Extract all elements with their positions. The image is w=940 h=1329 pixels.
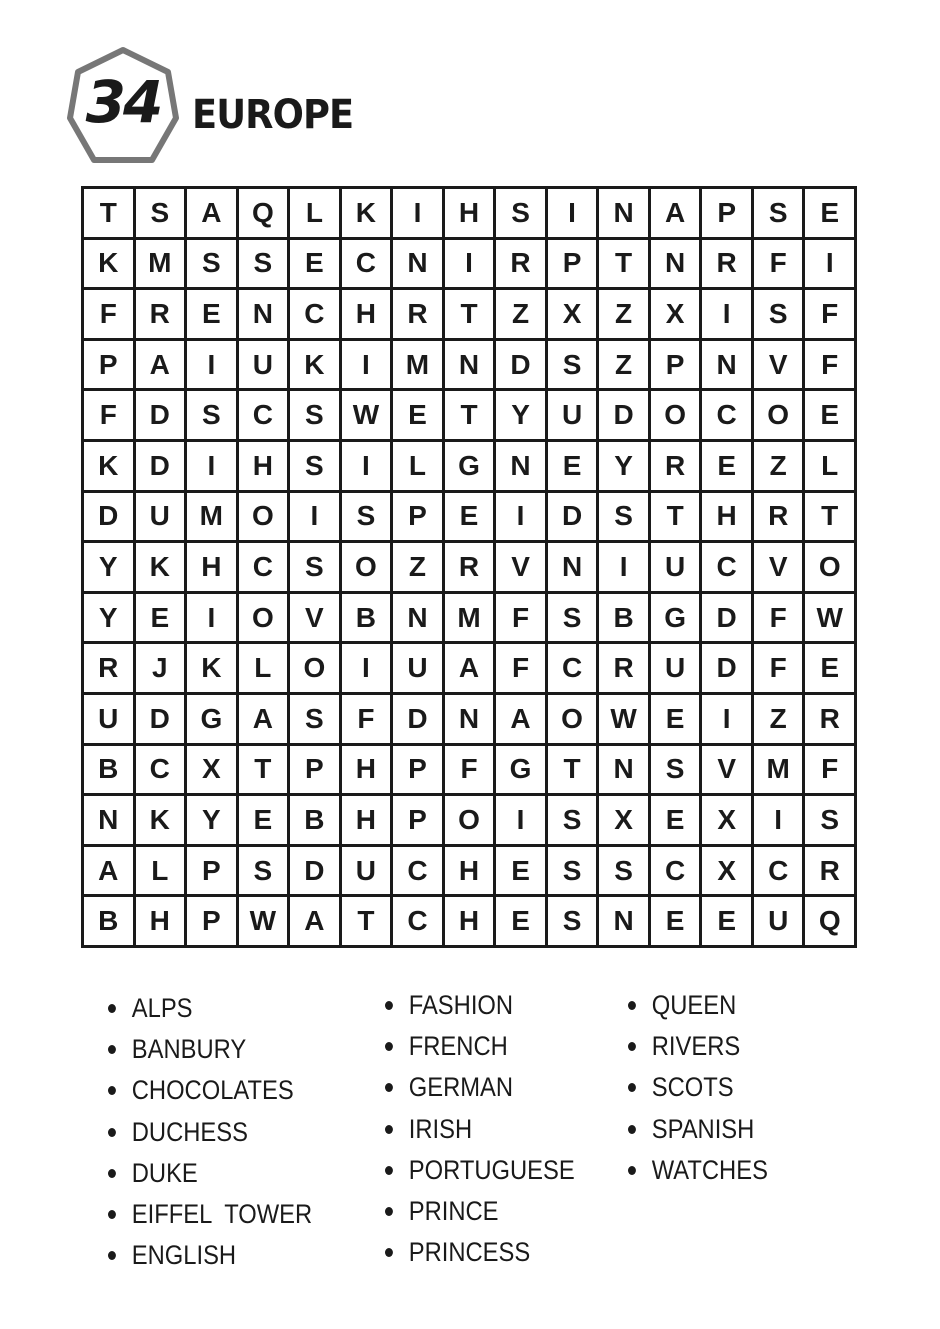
grid-cell[interactable]: Z	[599, 341, 648, 389]
puzzle-title: EUROPE	[192, 92, 354, 138]
grid-cell[interactable]: F	[805, 341, 854, 389]
word-list-column	[385, 985, 601, 1273]
word-label: ENGLISH	[131, 1240, 237, 1271]
grid-cell[interactable]: A	[496, 695, 545, 743]
word-label: SPANISH	[651, 1113, 755, 1144]
grid-cell[interactable]: R	[84, 644, 133, 692]
grid-cell[interactable]: P	[548, 240, 597, 288]
grid-cell[interactable]: N	[445, 341, 494, 389]
bullet-icon	[628, 1125, 636, 1134]
grid-cell[interactable]: S	[290, 543, 339, 591]
grid-cell[interactable]: D	[84, 493, 133, 541]
grid-cell[interactable]: J	[136, 644, 185, 692]
grid-cell[interactable]: I	[599, 543, 648, 591]
word-list-item	[628, 1109, 768, 1150]
grid-cell[interactable]: E	[445, 493, 494, 541]
grid-cell[interactable]: E	[702, 897, 751, 945]
grid-cell[interactable]: I	[393, 189, 442, 237]
grid-cell[interactable]: B	[342, 594, 391, 642]
grid-cell[interactable]: D	[136, 695, 185, 743]
grid-cell[interactable]: W	[239, 897, 288, 945]
grid-cell[interactable]: S	[239, 240, 288, 288]
grid-cell[interactable]: O	[445, 796, 494, 844]
grid-cell[interactable]: Y	[496, 391, 545, 439]
bullet-icon	[385, 1125, 393, 1134]
bullet-icon	[628, 1166, 636, 1175]
grid-cell[interactable]: A	[290, 897, 339, 945]
grid-cell[interactable]: W	[342, 391, 391, 439]
grid-cell[interactable]: C	[239, 543, 288, 591]
grid-cell[interactable]: P	[393, 796, 442, 844]
grid-cell[interactable]: A	[187, 189, 236, 237]
grid-cell[interactable]: I	[548, 189, 597, 237]
grid-cell[interactable]: F	[805, 290, 854, 338]
grid-cell[interactable]: I	[187, 341, 236, 389]
grid-cell[interactable]: E	[393, 391, 442, 439]
bullet-icon	[385, 1001, 393, 1010]
grid-cell[interactable]: K	[84, 442, 133, 490]
grid-cell[interactable]: S	[342, 493, 391, 541]
grid-cell[interactable]: B	[599, 594, 648, 642]
word-list-item	[628, 1026, 768, 1067]
grid-cell[interactable]: K	[136, 543, 185, 591]
grid-cell[interactable]: K	[290, 341, 339, 389]
grid-cell[interactable]: F	[754, 594, 803, 642]
grid-cell[interactable]: S	[548, 796, 597, 844]
grid-cell[interactable]: U	[651, 644, 700, 692]
grid-cell[interactable]: I	[496, 796, 545, 844]
grid-cell[interactable]: I	[754, 796, 803, 844]
grid-cell[interactable]: K	[342, 189, 391, 237]
word-list-item	[108, 1235, 312, 1276]
grid-cell[interactable]: M	[393, 341, 442, 389]
grid-cell[interactable]: C	[342, 240, 391, 288]
grid-cell[interactable]: S	[136, 189, 185, 237]
grid-cell[interactable]: K	[136, 796, 185, 844]
grid-cell[interactable]: C	[393, 897, 442, 945]
grid-cell[interactable]: T	[239, 746, 288, 794]
grid-cell[interactable]: S	[290, 695, 339, 743]
grid-cell[interactable]: C	[136, 746, 185, 794]
grid-cell[interactable]: C	[754, 847, 803, 895]
grid-cell[interactable]: E	[496, 897, 545, 945]
grid-cell[interactable]: T	[445, 290, 494, 338]
grid-cell[interactable]: N	[548, 543, 597, 591]
grid-cell[interactable]: P	[290, 746, 339, 794]
grid-cell[interactable]: N	[393, 594, 442, 642]
grid-cell[interactable]: E	[290, 240, 339, 288]
grid-cell[interactable]: F	[496, 594, 545, 642]
grid-cell[interactable]: S	[548, 341, 597, 389]
bullet-icon	[385, 1248, 393, 1257]
grid-cell[interactable]: U	[754, 897, 803, 945]
grid-cell[interactable]: B	[290, 796, 339, 844]
grid-cell[interactable]: V	[290, 594, 339, 642]
grid-cell[interactable]: S	[651, 746, 700, 794]
word-list-item	[385, 1067, 575, 1108]
grid-cell[interactable]: D	[496, 341, 545, 389]
grid-cell[interactable]: I	[445, 240, 494, 288]
word-label: PRINCE	[408, 1196, 499, 1227]
grid-cell[interactable]: C	[702, 391, 751, 439]
word-list-item	[628, 985, 768, 1026]
grid-cell[interactable]: H	[342, 290, 391, 338]
grid-cell[interactable]: S	[239, 847, 288, 895]
grid-cell[interactable]: O	[290, 644, 339, 692]
grid-cell[interactable]: I	[187, 594, 236, 642]
grid-cell[interactable]: G	[187, 695, 236, 743]
grid-cell[interactable]: C	[393, 847, 442, 895]
grid-cell[interactable]: R	[754, 493, 803, 541]
grid-cell[interactable]: P	[702, 189, 751, 237]
grid-cell[interactable]: H	[445, 897, 494, 945]
word-label: IRISH	[408, 1113, 473, 1144]
grid-cell[interactable]: C	[702, 543, 751, 591]
grid-cell[interactable]: Y	[84, 594, 133, 642]
grid-cell[interactable]: X	[702, 796, 751, 844]
grid-cell[interactable]: P	[187, 897, 236, 945]
grid-cell[interactable]: P	[393, 493, 442, 541]
grid-cell[interactable]: F	[445, 746, 494, 794]
grid-cell[interactable]: P	[651, 341, 700, 389]
grid-cell[interactable]: S	[290, 442, 339, 490]
grid-cell[interactable]: I	[342, 341, 391, 389]
grid-cell[interactable]: U	[651, 543, 700, 591]
grid-cell[interactable]: E	[136, 594, 185, 642]
grid-cell[interactable]: S	[599, 847, 648, 895]
word-label: CHOCOLATES	[131, 1075, 294, 1106]
grid-cell[interactable]: H	[342, 796, 391, 844]
grid-cell[interactable]: Q	[805, 897, 854, 945]
word-list-item	[108, 1112, 312, 1153]
grid-cell[interactable]: V	[702, 746, 751, 794]
word-list-item	[385, 985, 575, 1026]
grid-cell[interactable]: A	[651, 189, 700, 237]
grid-cell[interactable]: S	[548, 897, 597, 945]
grid-cell[interactable]: R	[393, 290, 442, 338]
word-list-item	[628, 1150, 768, 1191]
grid-cell[interactable]: N	[239, 290, 288, 338]
bullet-icon	[628, 1001, 636, 1010]
grid-cell[interactable]: L	[290, 189, 339, 237]
grid-cell[interactable]: M	[754, 746, 803, 794]
word-label: RIVERS	[651, 1031, 741, 1062]
bullet-icon	[108, 1045, 116, 1054]
word-search-grid[interactable]	[81, 186, 857, 948]
word-label: FRENCH	[408, 1031, 508, 1062]
word-label: FASHION	[408, 990, 514, 1021]
grid-cell[interactable]: S	[290, 391, 339, 439]
grid-cell[interactable]: Z	[754, 695, 803, 743]
grid-cell[interactable]: B	[84, 746, 133, 794]
grid-cell[interactable]: N	[445, 695, 494, 743]
grid-cell[interactable]: E	[651, 695, 700, 743]
grid-cell[interactable]: E	[651, 796, 700, 844]
grid-cell[interactable]: G	[445, 442, 494, 490]
bullet-icon	[385, 1207, 393, 1216]
grid-cell[interactable]: T	[651, 493, 700, 541]
grid-cell[interactable]: H	[136, 897, 185, 945]
grid-cell[interactable]: Z	[599, 290, 648, 338]
grid-cell[interactable]: O	[754, 391, 803, 439]
grid-cell[interactable]: C	[651, 847, 700, 895]
grid-cell[interactable]: T	[599, 240, 648, 288]
bullet-icon	[385, 1042, 393, 1051]
bullet-icon	[385, 1166, 393, 1175]
grid-cell[interactable]: E	[702, 442, 751, 490]
grid-cell[interactable]: H	[239, 442, 288, 490]
grid-cell[interactable]: E	[805, 189, 854, 237]
grid-cell[interactable]: F	[754, 240, 803, 288]
grid-cell[interactable]: F	[754, 644, 803, 692]
grid-cell[interactable]: R	[599, 644, 648, 692]
grid-cell[interactable]: U	[342, 847, 391, 895]
grid-cell[interactable]: U	[393, 644, 442, 692]
grid-cell[interactable]: V	[496, 543, 545, 591]
grid-cell[interactable]: P	[187, 847, 236, 895]
grid-cell[interactable]: F	[496, 644, 545, 692]
grid-cell[interactable]: S	[805, 796, 854, 844]
grid-cell[interactable]: C	[290, 290, 339, 338]
grid-cell[interactable]: S	[548, 847, 597, 895]
word-label: PORTUGUESE	[408, 1154, 575, 1185]
grid-cell[interactable]: I	[290, 493, 339, 541]
grid-cell[interactable]: M	[445, 594, 494, 642]
word-list-column	[108, 988, 340, 1276]
grid-cell[interactable]: F	[342, 695, 391, 743]
grid-cell[interactable]: S	[599, 493, 648, 541]
grid-cell[interactable]: U	[239, 341, 288, 389]
grid-cell[interactable]: H	[445, 847, 494, 895]
grid-cell[interactable]: N	[393, 240, 442, 288]
word-label: DUCHESS	[131, 1116, 248, 1147]
grid-cell[interactable]: S	[754, 290, 803, 338]
grid-cell[interactable]: A	[136, 341, 185, 389]
grid-cell[interactable]: N	[496, 442, 545, 490]
grid-cell[interactable]: U	[136, 493, 185, 541]
grid-cell[interactable]: G	[496, 746, 545, 794]
grid-cell[interactable]: F	[84, 391, 133, 439]
bullet-icon	[108, 1086, 116, 1095]
grid-cell[interactable]: H	[187, 543, 236, 591]
grid-cell[interactable]: E	[651, 897, 700, 945]
grid-cell[interactable]: X	[548, 290, 597, 338]
grid-cell[interactable]: R	[445, 543, 494, 591]
grid-cell[interactable]: D	[393, 695, 442, 743]
bullet-icon	[108, 1128, 116, 1137]
grid-cell[interactable]: O	[239, 493, 288, 541]
grid-cell[interactable]: S	[187, 240, 236, 288]
word-label: EIFFEL TOWER	[131, 1199, 313, 1230]
grid-cell[interactable]: L	[393, 442, 442, 490]
puzzle-number: 34	[85, 68, 161, 136]
grid-cell[interactable]: I	[342, 644, 391, 692]
grid-cell[interactable]: L	[136, 847, 185, 895]
word-label: QUEEN	[651, 990, 737, 1021]
grid-cell[interactable]: T	[548, 746, 597, 794]
grid-cell[interactable]: T	[84, 189, 133, 237]
word-list-item	[385, 1150, 575, 1191]
bullet-icon	[108, 1169, 116, 1178]
grid-cell[interactable]: Y	[599, 442, 648, 490]
grid-cell[interactable]: H	[445, 189, 494, 237]
grid-cell[interactable]: O	[342, 543, 391, 591]
grid-cell[interactable]: X	[702, 847, 751, 895]
grid-cell[interactable]: I	[805, 240, 854, 288]
word-label: BANBURY	[131, 1034, 247, 1065]
grid-cell[interactable]: N	[702, 341, 751, 389]
word-list-item	[108, 1194, 312, 1235]
puzzle-number-badge	[64, 46, 182, 168]
word-list-item	[108, 1153, 312, 1194]
grid-cell[interactable]: A	[84, 847, 133, 895]
grid-cell[interactable]: N	[599, 746, 648, 794]
grid-cell[interactable]: E	[496, 847, 545, 895]
grid-cell[interactable]: C	[239, 391, 288, 439]
grid-cell[interactable]: G	[651, 594, 700, 642]
word-list-item	[108, 1070, 312, 1111]
grid-cell[interactable]: S	[187, 391, 236, 439]
word-label: DUKE	[131, 1157, 198, 1188]
word-list-item	[385, 1109, 575, 1150]
grid-cell[interactable]: E	[805, 644, 854, 692]
grid-cell[interactable]: P	[393, 746, 442, 794]
grid-cell[interactable]: H	[342, 746, 391, 794]
grid-cell[interactable]: T	[342, 897, 391, 945]
grid-cell[interactable]: X	[651, 290, 700, 338]
bullet-icon	[108, 1210, 116, 1219]
grid-cell[interactable]: E	[239, 796, 288, 844]
word-label: PRINCESS	[408, 1237, 531, 1268]
grid-cell[interactable]: R	[702, 240, 751, 288]
grid-cell[interactable]: I	[187, 442, 236, 490]
grid-cell[interactable]: D	[136, 391, 185, 439]
word-list-item	[385, 1232, 575, 1273]
grid-cell[interactable]: N	[599, 897, 648, 945]
grid-cell[interactable]: Z	[496, 290, 545, 338]
grid-cell[interactable]: E	[187, 290, 236, 338]
grid-cell[interactable]: E	[805, 391, 854, 439]
grid-cell[interactable]: K	[187, 644, 236, 692]
grid-cell[interactable]: R	[651, 442, 700, 490]
bullet-icon	[108, 1004, 116, 1013]
word-label: SCOTS	[651, 1072, 734, 1103]
grid-cell[interactable]: V	[754, 341, 803, 389]
grid-cell[interactable]: I	[702, 290, 751, 338]
grid-cell[interactable]: O	[805, 543, 854, 591]
word-list-item	[108, 1029, 312, 1070]
bullet-icon	[628, 1083, 636, 1092]
grid-cell[interactable]: Z	[393, 543, 442, 591]
grid-cell[interactable]: A	[239, 695, 288, 743]
grid-cell[interactable]: N	[84, 796, 133, 844]
grid-cell[interactable]: U	[84, 695, 133, 743]
grid-cell[interactable]: I	[342, 442, 391, 490]
grid-cell[interactable]: D	[548, 493, 597, 541]
grid-cell[interactable]: F	[84, 290, 133, 338]
word-list-item	[108, 988, 312, 1029]
word-list-item	[385, 1191, 575, 1232]
grid-cell[interactable]: Y	[84, 543, 133, 591]
grid-cell[interactable]: Q	[239, 189, 288, 237]
grid-cell[interactable]: M	[187, 493, 236, 541]
grid-cell[interactable]: O	[548, 695, 597, 743]
grid-cell[interactable]: B	[84, 897, 133, 945]
bullet-icon	[385, 1083, 393, 1092]
grid-cell[interactable]: V	[754, 543, 803, 591]
grid-cell[interactable]: E	[548, 442, 597, 490]
grid-cell[interactable]: D	[136, 442, 185, 490]
grid-cell[interactable]: K	[84, 240, 133, 288]
grid-cell[interactable]: H	[702, 493, 751, 541]
grid-cell[interactable]: R	[136, 290, 185, 338]
grid-cell[interactable]: L	[805, 442, 854, 490]
grid-cell[interactable]: Y	[187, 796, 236, 844]
grid-cell[interactable]: R	[496, 240, 545, 288]
grid-cell[interactable]: U	[548, 391, 597, 439]
grid-cell[interactable]: F	[805, 746, 854, 794]
grid-cell[interactable]: T	[805, 493, 854, 541]
grid-cell[interactable]: C	[548, 644, 597, 692]
grid-cell[interactable]: Z	[754, 442, 803, 490]
grid-cell[interactable]: R	[805, 695, 854, 743]
word-label: WATCHES	[651, 1154, 768, 1185]
grid-cell[interactable]: X	[187, 746, 236, 794]
grid-cell[interactable]: L	[239, 644, 288, 692]
bullet-icon	[108, 1251, 116, 1260]
grid-cell[interactable]: N	[651, 240, 700, 288]
grid-cell[interactable]: D	[599, 391, 648, 439]
word-list-item	[385, 1026, 575, 1067]
grid-cell[interactable]: A	[445, 644, 494, 692]
grid-cell[interactable]: D	[290, 847, 339, 895]
grid-cell[interactable]: T	[445, 391, 494, 439]
grid-cell[interactable]: S	[548, 594, 597, 642]
grid-cell[interactable]: O	[651, 391, 700, 439]
grid-cell[interactable]: O	[239, 594, 288, 642]
grid-cell[interactable]: R	[805, 847, 854, 895]
grid-cell[interactable]: S	[754, 189, 803, 237]
grid-cell[interactable]: D	[702, 594, 751, 642]
word-label: GERMAN	[408, 1072, 514, 1103]
word-label: ALPS	[131, 993, 193, 1024]
grid-cell[interactable]: N	[599, 189, 648, 237]
grid-cell[interactable]: X	[599, 796, 648, 844]
bullet-icon	[628, 1042, 636, 1051]
grid-cell[interactable]: S	[496, 189, 545, 237]
grid-cell[interactable]: I	[496, 493, 545, 541]
grid-cell[interactable]: M	[136, 240, 185, 288]
grid-cell[interactable]: W	[599, 695, 648, 743]
grid-cell[interactable]: W	[805, 594, 854, 642]
grid-cell[interactable]: D	[702, 644, 751, 692]
grid-cell[interactable]: I	[702, 695, 751, 743]
word-list-item	[628, 1067, 768, 1108]
grid-cell[interactable]: P	[84, 341, 133, 389]
word-list-column	[628, 985, 787, 1191]
